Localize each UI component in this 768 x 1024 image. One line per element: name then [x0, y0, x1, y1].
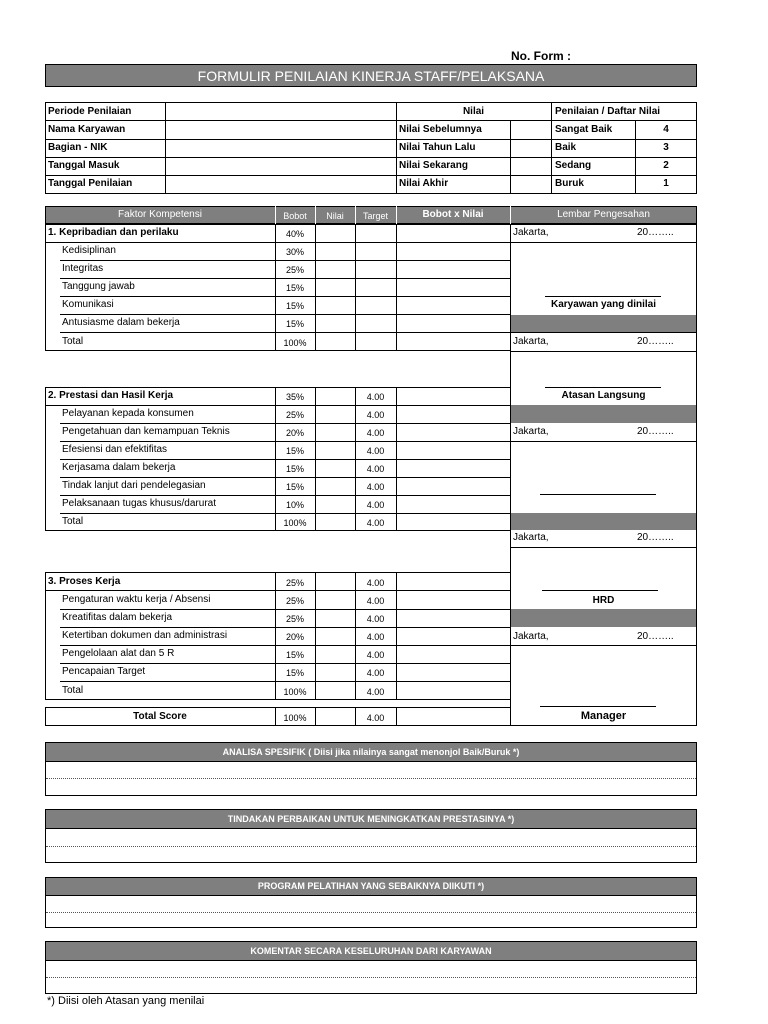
section-2-title: 2. Prestasi dan Hasil Kerja — [48, 390, 174, 401]
scale-value: 3 — [663, 142, 669, 153]
list-item-bobot: 20% — [285, 428, 304, 438]
list-item-bobot: 15% — [285, 446, 304, 456]
scale-label: Sedang — [555, 160, 592, 171]
section-tindakan-title: TINDAKAN PERBAIKAN UNTUK MENINGKATKAN PRESTASINYA *) — [227, 814, 515, 824]
section-pelatihan-title: PROGRAM PELATIHAN YANG SEBAIKNYA DIIKUTI *) — [257, 881, 485, 891]
scale-header: Penilaian / Daftar Nilai — [555, 106, 661, 117]
separator-band — [511, 405, 696, 423]
list-item-bobot: 25% — [285, 596, 304, 606]
list-item: Efesiensi dan efektifitas — [62, 444, 168, 455]
list-item: Pengetahuan dan kemampuan Teknis — [62, 426, 230, 437]
list-item-bobot: 10% — [285, 500, 304, 510]
label-tgl-masuk: Tanggal Masuk — [48, 160, 120, 171]
header-lembar: Lembar Pengesahan — [557, 209, 650, 220]
signature-line — [542, 590, 658, 591]
label-nilai-akhir: Nilai Akhir — [399, 178, 449, 189]
list-item: Pelayanan kepada konsumen — [62, 408, 194, 419]
nilai-header: Nilai — [462, 106, 485, 117]
jakarta-label: Jakarta, — [513, 631, 549, 642]
header-nilai: Nilai — [326, 211, 344, 221]
list-item-bobot: 15% — [285, 283, 304, 293]
label-nilai-tahun-lalu: Nilai Tahun Lalu — [399, 142, 476, 153]
list-item-bobot: 15% — [285, 464, 304, 474]
scale-value: 1 — [663, 178, 669, 189]
list-item: Integritas — [62, 263, 104, 274]
list-item-bobot: 15% — [285, 301, 304, 311]
list-item: Kedisiplinan — [62, 245, 116, 256]
header-bobot: Bobot — [283, 211, 307, 221]
separator-band — [511, 513, 696, 530]
scale-label: Buruk — [555, 178, 584, 189]
scale-value: 2 — [663, 160, 669, 171]
section-2-total-bobot: 100% — [283, 518, 307, 528]
section-1-total-label: Total — [62, 336, 84, 347]
section-3-total-bobot: 100% — [283, 687, 307, 697]
footnote: *) Diisi oleh Atasan yang menilai — [47, 995, 205, 1007]
section-1-bobot: 40% — [285, 229, 304, 239]
section-1-total-bobot: 100% — [283, 338, 307, 348]
signature-line — [540, 706, 656, 707]
list-item-target: 4.00 — [366, 482, 385, 492]
section-3-bobot: 25% — [285, 578, 304, 588]
role-atasan: Atasan Langsung — [561, 390, 646, 401]
list-item: Komunikasi — [62, 299, 114, 310]
separator-band — [511, 315, 696, 332]
jakarta-label: Jakarta, — [513, 227, 549, 238]
section-2-total-target: 4.00 — [366, 518, 385, 528]
list-item: Tanggung jawab — [62, 281, 135, 292]
role-manager: Manager — [580, 710, 627, 722]
list-item-target: 4.00 — [366, 632, 385, 642]
date-placeholder: 20…….. — [637, 336, 674, 347]
section-2-bobot: 35% — [285, 392, 304, 402]
total-score-bobot: 100% — [283, 713, 307, 723]
date-placeholder: 20…….. — [637, 227, 674, 238]
total-score-label: Total Score — [133, 711, 187, 722]
list-item-bobot: 15% — [285, 482, 304, 492]
label-periode: Periode Penilaian — [48, 106, 132, 117]
list-item-bobot: 25% — [285, 614, 304, 624]
list-item-target: 4.00 — [366, 596, 385, 606]
section-2-total-label: Total — [62, 516, 84, 527]
list-item-bobot: 30% — [285, 247, 304, 257]
scale-value: 4 — [663, 124, 669, 135]
form-number-label: No. Form : — [511, 49, 571, 63]
signature-line — [540, 494, 656, 495]
total-score-target: 4.00 — [366, 713, 385, 723]
section-komentar-title: KOMENTAR SECARA KESELURUHAN DARI KARYAWAN — [250, 946, 492, 956]
list-item-target: 4.00 — [366, 464, 385, 474]
section-1-title: 1. Kepribadian dan perilaku — [48, 227, 179, 238]
date-placeholder: 20…….. — [637, 631, 674, 642]
writing-line[interactable] — [46, 778, 696, 779]
list-item-target: 4.00 — [366, 500, 385, 510]
list-item: Antusiasme dalam bekerja — [62, 317, 180, 328]
list-item-target: 4.00 — [366, 668, 385, 678]
label-bagian: Bagian - NIK — [48, 142, 108, 153]
list-item: Kerjasama dalam bekerja — [62, 462, 176, 473]
list-item-bobot: 15% — [285, 319, 304, 329]
list-item: Tindak lanjut dari pendelegasian — [62, 480, 206, 491]
signature-line — [545, 387, 661, 388]
jakarta-label: Jakarta, — [513, 426, 549, 437]
role-karyawan: Karyawan yang dinilai — [550, 299, 657, 310]
page-title: FORMULIR PENILAIAN KINERJA STAFF/PELAKSANA — [197, 68, 545, 84]
label-nama: Nama Karyawan — [48, 124, 126, 135]
list-item-target: 4.00 — [366, 428, 385, 438]
list-item: Ketertiban dokumen dan administrasi — [62, 630, 228, 641]
list-item-bobot: 15% — [285, 668, 304, 678]
list-item-bobot: 15% — [285, 650, 304, 660]
list-item: Pelaksanaan tugas khusus/darurat — [62, 498, 216, 509]
section-analisa-title: ANALISA SPESIFIK ( Diisi jika nilainya sangat menonjol Baik/Buruk *) — [222, 747, 520, 757]
section-3-total-target: 4.00 — [366, 687, 385, 697]
jakarta-label: Jakarta, — [513, 336, 549, 347]
list-item-bobot: 25% — [285, 410, 304, 420]
label-nilai-sebelumnya: Nilai Sebelumnya — [399, 124, 482, 135]
label-nilai-sekarang: Nilai Sekarang — [399, 160, 468, 171]
scale-label: Sangat Baik — [555, 124, 613, 135]
separator-band — [511, 609, 696, 627]
header-target: Target — [362, 211, 388, 221]
list-item-target: 4.00 — [366, 650, 385, 660]
list-item-target: 4.00 — [366, 614, 385, 624]
list-item: Kreatifitas dalam bekerja — [62, 612, 173, 623]
section-3-target: 4.00 — [366, 578, 385, 588]
section-3-total-label: Total — [62, 685, 84, 696]
header-bobot-x-nilai: Bobot x Nilai — [422, 209, 484, 220]
list-item-target: 4.00 — [366, 410, 385, 420]
label-tgl-penilaian: Tanggal Penilaian — [48, 178, 133, 189]
section-2-target: 4.00 — [366, 392, 385, 402]
date-placeholder: 20…….. — [637, 532, 674, 543]
list-item-bobot: 25% — [285, 265, 304, 275]
signature-line — [545, 296, 661, 297]
list-item: Pengelolaan alat dan 5 R — [62, 648, 175, 659]
list-item: Pengaturan waktu kerja / Absensi — [62, 594, 211, 605]
section-3-title: 3. Proses Kerja — [48, 576, 121, 587]
writing-line[interactable] — [46, 846, 696, 847]
list-item-bobot: 20% — [285, 632, 304, 642]
scale-label: Baik — [555, 142, 577, 153]
list-item-target: 4.00 — [366, 446, 385, 456]
list-item: Pencapaian Target — [62, 666, 146, 677]
writing-line[interactable] — [46, 977, 696, 978]
header-faktor: Faktor Kompetensi — [118, 209, 202, 220]
date-placeholder: 20…….. — [637, 426, 674, 437]
writing-line[interactable] — [46, 912, 696, 913]
role-hrd: HRD — [592, 595, 615, 606]
jakarta-label: Jakarta, — [513, 532, 549, 543]
